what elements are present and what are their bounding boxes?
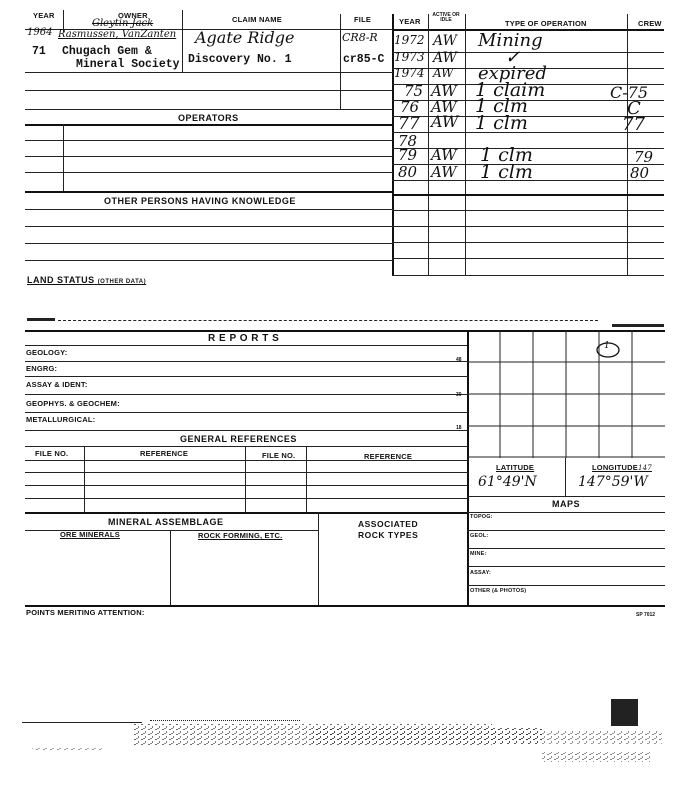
header-crew: CREW <box>638 19 662 28</box>
ref-reference: REFERENCE <box>140 449 189 458</box>
activity-year: 76 <box>400 98 420 116</box>
scan-mark-square <box>611 699 638 726</box>
associated-label: ASSOCIATED <box>358 519 419 529</box>
ref-reference-2: REFERENCE <box>364 452 413 461</box>
longitude-label <box>592 463 652 472</box>
activity-year: 78 <box>398 132 418 150</box>
header-active-idle: ACTIVE OR IDLE <box>432 12 460 23</box>
other-persons-heading: OTHER PERSONS HAVING KNOWLEDGE <box>104 196 296 206</box>
activity-op: 1 clm <box>475 112 528 134</box>
reports-heading: R E P O R T S <box>208 333 280 344</box>
header-year: YEAR <box>33 11 55 20</box>
form-number: SP 7012 <box>636 612 656 618</box>
header-owner: OWNER <box>118 11 148 20</box>
header-claim-name: CLAIM NAME <box>232 15 282 24</box>
other-photos-label: OTHER (& PHOTOS) <box>470 588 527 594</box>
points-meriting-attention: POINTS MERITING ATTENTION: <box>26 608 145 617</box>
grid-marker-text: 1 <box>604 341 610 351</box>
activity-year: 77 <box>398 114 420 134</box>
assay-map-label: ASSAY: <box>470 570 492 576</box>
longitude-text: LONGITUDE <box>592 463 638 472</box>
latitude-value: 61°49'N <box>478 474 537 490</box>
land-status-label: LAND STATUS <box>27 275 95 285</box>
ore-minerals-label: ORE MINERALS <box>60 530 120 539</box>
mine-label: MINE: <box>470 551 487 557</box>
activity-year: 75 <box>404 82 424 100</box>
owner-typed-1: Chugach Gem & <box>62 45 152 58</box>
activity-crew: C <box>627 98 641 119</box>
activity-status: AW <box>433 50 457 66</box>
owner-typed-2: Mineral Society <box>76 58 180 71</box>
activity-status: AW <box>431 112 459 131</box>
activity-status: AW <box>433 66 454 80</box>
topog-label: TOPOG: <box>470 514 493 520</box>
activity-year: 1974 <box>394 66 425 80</box>
claim-year-hand: 1964 <box>27 27 53 38</box>
maps-heading: MAPS <box>552 499 581 509</box>
activity-year: 80 <box>398 163 418 181</box>
geology-label: GEOLOGY: <box>26 348 68 357</box>
num-30: 30 <box>456 392 462 398</box>
activity-crew: C-75 <box>610 83 649 102</box>
land-status-sub: (OTHER DATA) <box>97 279 147 285</box>
ref-file-no: FILE NO. <box>35 449 69 458</box>
activity-crew: 79 <box>634 148 654 166</box>
geol-label: GEOL: <box>470 533 489 539</box>
metallurgical-label: METALLURGICAL: <box>26 415 96 424</box>
geophys-label: GEOPHYS. & GEOCHEM: <box>26 399 120 408</box>
assay-label: ASSAY & IDENT: <box>26 380 88 389</box>
activity-status: AW <box>431 82 457 100</box>
activity-op: 1 clm <box>475 95 528 117</box>
activity-op: 1 clm <box>480 161 533 183</box>
activity-op: 1 claim <box>475 79 546 101</box>
activity-year: 1973 <box>394 50 425 64</box>
file-hand: CR8-R <box>342 31 378 44</box>
engrg-label: ENGRG: <box>26 364 58 373</box>
activity-status: AW <box>433 33 457 49</box>
num-18: 18 <box>456 425 462 431</box>
num-48: 48 <box>456 357 462 363</box>
activity-op: expired <box>478 63 547 84</box>
activity-status: AW <box>431 163 457 181</box>
claim-name-typed: Discovery No. 1 <box>188 53 292 66</box>
location-grid <box>467 330 665 458</box>
latitude-label: LATITUDE <box>496 463 535 472</box>
activity-year: 1972 <box>394 33 425 47</box>
activity-op: ✓ <box>505 47 521 68</box>
activity-status: AW <box>431 98 457 116</box>
mineral-assemblage-heading: MINERAL ASSEMBLAGE <box>108 517 224 527</box>
general-references-heading: GENERAL REFERENCES <box>180 434 297 444</box>
longitude-value: 147°59'W <box>578 474 648 490</box>
activity-crew: 80 <box>630 164 650 182</box>
land-status-heading <box>27 275 146 285</box>
activity-status: AW <box>431 146 457 164</box>
rock-types-label: ROCK TYPES <box>358 530 419 540</box>
scan-noise-band <box>22 724 667 769</box>
header-type-of-operation: TYPE OF OPERATION <box>505 19 587 28</box>
claim-year-typed: 71 <box>32 45 46 58</box>
activity-year: 79 <box>398 146 418 164</box>
header-year-2: YEAR <box>399 17 421 26</box>
owner-hand: Rasmussen, VanZanten <box>58 29 177 40</box>
activity-crew: 77 <box>622 114 645 135</box>
activity-op: 1 clm <box>480 144 533 166</box>
longitude-note: 147 <box>637 464 652 472</box>
owner-struck-hand: Gleytin Jack <box>92 18 154 29</box>
ref-file-no-2: FILE NO. <box>262 451 296 460</box>
operators-heading: OPERATORS <box>178 113 239 123</box>
file-typed: cr85-C <box>343 53 385 66</box>
rock-forming-label: ROCK FORMING, ETC. <box>198 531 283 540</box>
claim-name-hand: Agate Ridge <box>195 28 295 47</box>
header-file: FILE <box>354 15 372 24</box>
activity-op: Mining <box>478 30 543 51</box>
